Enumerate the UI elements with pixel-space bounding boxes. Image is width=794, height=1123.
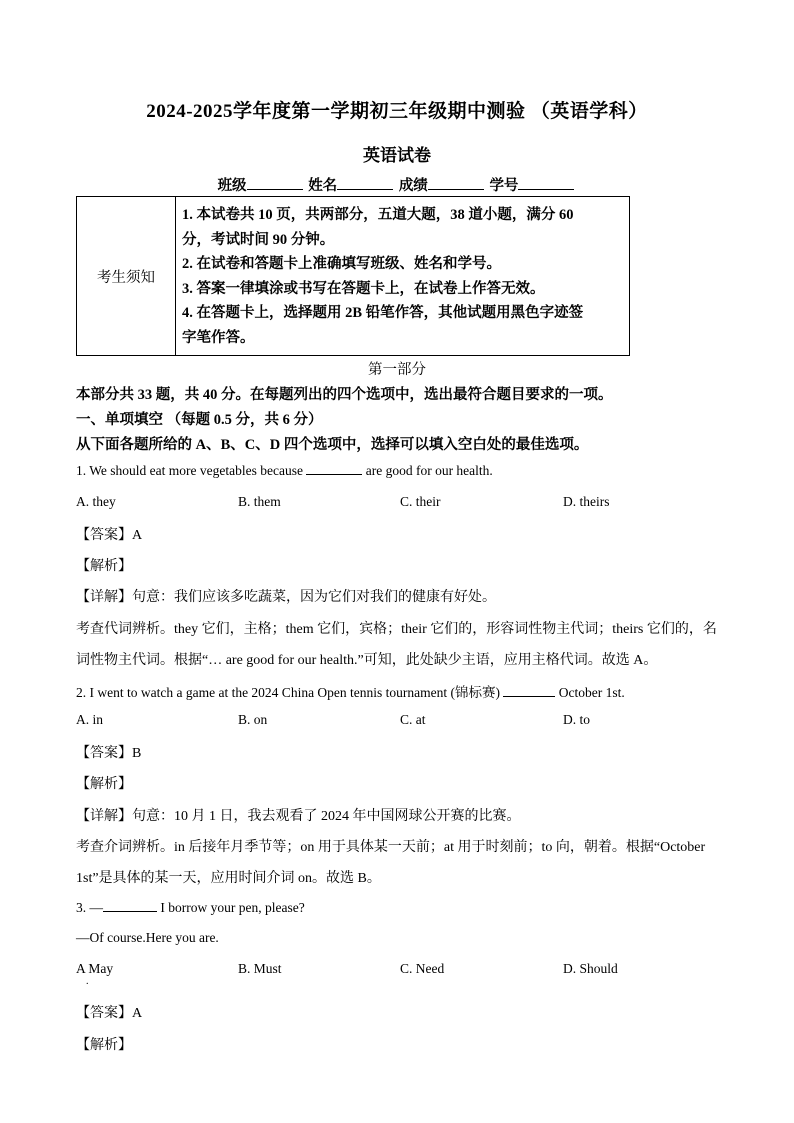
answer-blank [306,462,362,475]
option-b: B. Must [238,961,282,976]
option-a: A. in [76,712,103,727]
notice-line: 1. 本试卷共 10 页，共两部分，五道大题，38 道小题，满分 60 [182,207,574,223]
option-b: B. on [238,712,268,727]
option-a: A May [76,961,114,976]
explanation-line: 考查介词辨析。in 后接年月季节等；on 用于具体某一天前；at 用于时刻前；to 向，朝着。根据“October [76,840,706,855]
analysis-label: 【解析】 [76,1038,132,1053]
name-label: 姓名 [308,178,338,194]
option-c: C. Need [400,961,445,976]
option-b: B. them [238,494,281,509]
explanation-line: 词性物主代词。根据“… are good for our health.”可知，此处缺少主语，应用主格代词。故选 A。 [76,653,658,668]
stem-text: October 1st. [555,685,625,700]
exam-title: 2024-2025学年度第一学期初三年级期中测验 （英语学科） [146,101,648,122]
explanation-line: 考查代词辨析。they 它们，主格；them 它们，宾格；their 它们的，形容词性物主代词；theirs 它们的，名 [76,622,717,637]
question-stem [76,681,625,701]
notice-line: 2. 在试卷和答题卡上准确填写班级、姓名和学号。 [182,256,501,272]
option-c: C. their [400,494,441,509]
part-heading: 第一部分 [368,362,426,378]
stem-text: 2. I went to watch a game at the 2024 China Open tennis tournament (锦标赛) [76,685,504,700]
score-blank[interactable] [428,176,484,190]
notice-line: 3. 答案一律填涂或书写在答题卡上，在试卷上作答无效。 [182,280,545,297]
score-label: 成绩 [398,178,428,194]
notice-caption: 考生须知 [77,197,176,356]
stray-dot: . [86,976,89,987]
name-blank[interactable] [337,176,393,190]
notice-body [176,197,630,356]
class-blank[interactable] [247,176,303,190]
analysis-label: 【解析】 [76,559,132,574]
class-label: 班级 [217,178,247,194]
detail-text: 【详解】句意：10 月 1 日，我去观看了 2024 年中国网球公开赛的比赛。 [76,809,521,824]
notice-line: 分，考试时间 90 分钟。 [182,231,335,248]
section-title: 一、单项填空 （每题 0.5 分，共 6 分） [76,412,323,428]
student-id-label: 学号 [489,178,519,194]
question-stem [76,899,305,916]
answer-label: 【答案】A [76,1006,143,1021]
student-info-line [0,174,794,195]
answer-label: 【答案】B [76,746,142,761]
analysis-label: 【解析】 [76,777,132,792]
notice-line: 4. 在答题卡上，选择题用 2B 铅笔作答，其他试题用黑色字迹签 [182,305,584,321]
stem-text: 3. — [76,900,103,915]
stem-text: are good for our health. [362,463,493,478]
option-d: D. to [563,712,590,727]
option-d: D. Should [563,961,618,976]
student-id-blank[interactable] [518,176,574,190]
notice-line: 字笔作答。 [182,329,255,346]
answer-blank [103,899,157,912]
answer-blank [503,684,555,697]
exam-notice-table [76,196,630,356]
stem-text: 1. We should eat more vegetables because [76,463,307,478]
option-d: D. theirs [563,494,610,509]
question-reply: —Of course.Here you are. [76,930,219,945]
option-c: C. at [400,712,426,727]
detail-text: 【详解】句意：我们应该多吃蔬菜，因为它们对我们的健康有好处。 [76,590,496,605]
question-stem [76,462,493,479]
option-a: A. they [76,494,116,509]
section-instruction: 从下面各题所给的 A、B、C、D 四个选项中，选择可以填入空白处的最佳选项。 [76,437,589,453]
exam-subtitle: 英语试卷 [363,146,431,165]
stem-text: I borrow your pen, please? [157,900,305,915]
answer-label: 【答案】A [76,528,143,543]
explanation-line: 1st”是具体的某一天，应用时间介词 on。故选 B。 [76,871,381,886]
part-intro: 本部分共 33 题，共 40 分。在每题列出的四个选项中，选出最符合题目要求的一项。 [76,387,613,403]
